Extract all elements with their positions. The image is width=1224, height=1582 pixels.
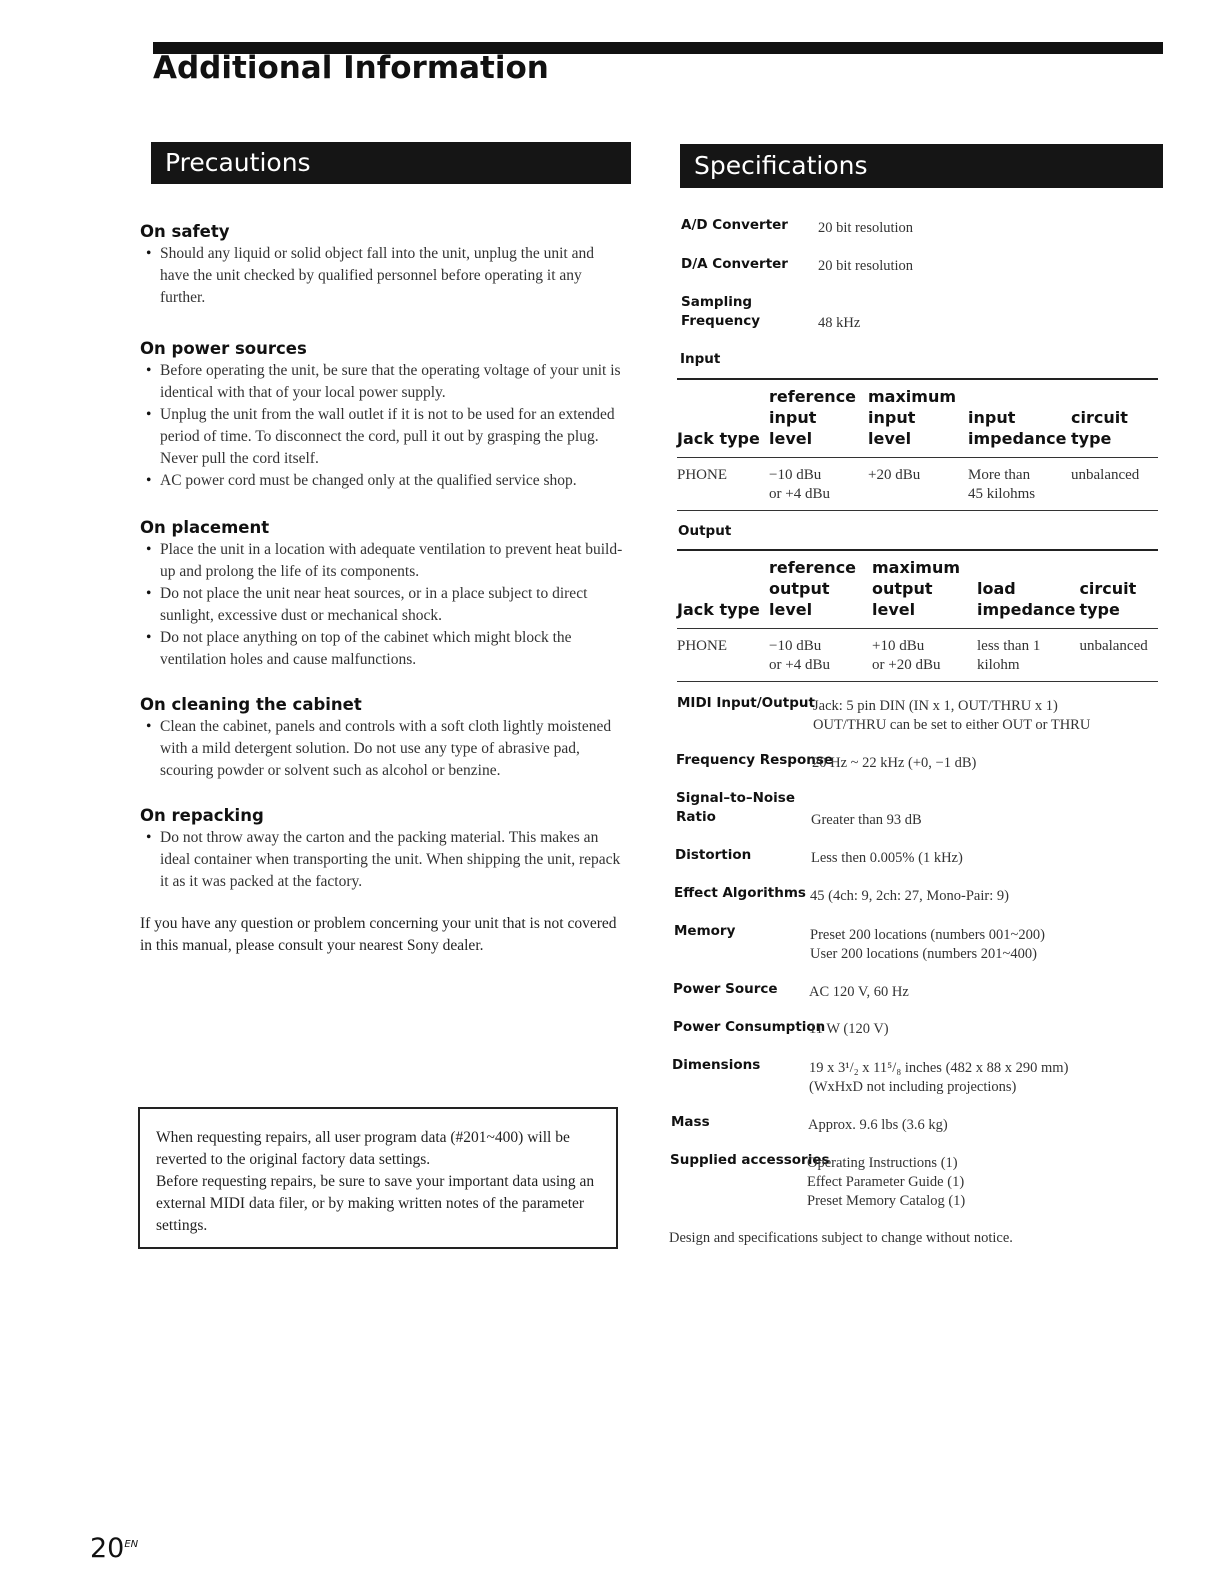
section-placement [140, 518, 625, 671]
table-row [677, 629, 1158, 682]
label-line: Ratio [676, 809, 716, 825]
value-line: User 200 locations (numbers 201~400) [810, 946, 1037, 962]
header-jack-type: Jack type [677, 550, 769, 629]
table-header-row [677, 379, 1158, 458]
value-line: Operating Instructions (1) [807, 1155, 958, 1171]
closing-paragraph: If you have any question or problem concerning your unit that is not covered in this manual, please consult your nearest Sony dealer. [140, 915, 617, 954]
cell: unbalanced [1079, 629, 1158, 682]
precautions-column [140, 222, 625, 957]
table-header-row [677, 550, 1158, 629]
snr-value: Greater than 93 dB [811, 812, 922, 828]
precautions-heading: Precautions [151, 142, 631, 184]
frequency-response-value: 20 Hz ~ 22 kHz (+0, −1 dB) [812, 755, 977, 771]
memory-value [810, 926, 1045, 964]
list-item: • Do not place anything on top of the cabinet which might block the ventilation holes and cause malfunctions. [160, 627, 625, 671]
value-line: (WxHxD not including projections) [809, 1079, 1017, 1095]
label-line: Frequency [681, 313, 761, 329]
dimensions-value [809, 1059, 1068, 1097]
header-maximum: maximum output level [872, 550, 977, 629]
section-power-sources [140, 339, 625, 492]
cell: less than 1 kilohm [977, 629, 1079, 682]
cell: PHONE [677, 629, 769, 682]
output-label: Output [678, 523, 732, 539]
cell: More than 45 kilohms [968, 458, 1071, 511]
header-circuit-type: circuit type [1071, 379, 1158, 458]
list-item: • Unplug the unit from the wall outlet if it is not to be used for an extended period of time. To disconnect the cord, pull it out by grasping the plug. Never pull the cord itself. [160, 404, 625, 470]
algorithms-value: 45 (4ch: 9, 2ch: 27, Mono-Pair: 9) [810, 888, 1009, 904]
distortion-label: Distortion [675, 847, 752, 863]
section-title: On placement [140, 518, 270, 537]
accessories-value [807, 1154, 965, 1211]
frequency-response-label: Frequency Response [676, 752, 834, 768]
section-title: On repacking [140, 806, 264, 825]
memory-label: Memory [674, 923, 736, 939]
header-circuit-type: circuit type [1079, 550, 1158, 629]
value-line: Jack: 5 pin DIN (IN x 1, OUT/THRU x 1) [813, 698, 1058, 714]
ad-converter-value: 20 bit resolution [818, 220, 914, 236]
header-reference: reference input level [769, 379, 868, 458]
list-item: • Clean the cabinet, panels and controls with a soft cloth lightly moistened with a mild detergent solution. Do not use any type of abrasive pad, scouring powder or solvent such as alcohol or benzine. [160, 716, 625, 782]
notice-line: When requesting repairs, all user program data (#201~400) will be reverted to the original factory data settings. [156, 1129, 570, 1168]
header-impedance: input impedance [968, 379, 1071, 458]
repair-notice-box [138, 1107, 618, 1249]
cell: PHONE [677, 458, 769, 511]
power-source-value: AC 120 V, 60 Hz [809, 984, 909, 1000]
da-converter-label: D/A Converter [681, 256, 788, 272]
header-impedance: load impedance [977, 550, 1079, 629]
label-line: Signal–to–Noise [676, 790, 795, 806]
dimensions-label: Dimensions [672, 1057, 761, 1073]
input-label: Input [680, 351, 721, 367]
list-item: • Before operating the unit, be sure that the operating voltage of your unit is identical with that of your local power supply. [160, 360, 625, 404]
header-maximum: maximum input level [868, 379, 968, 458]
mass-value: Approx. 9.6 lbs (3.6 kg) [808, 1117, 948, 1133]
value-line: Preset 200 locations (numbers 001~200) [810, 927, 1045, 943]
sampling-value: 48 kHz [818, 315, 861, 331]
cell: −10 dBu or +4 dBu [769, 629, 872, 682]
notice-line: Before requesting repairs, be sure to save your important data using an external MIDI data filer, or by making written notes of the parameter settings. [156, 1173, 595, 1234]
header-reference: reference output level [769, 550, 872, 629]
section-title: On cleaning the cabinet [140, 695, 362, 714]
list-item: • Do not throw away the carton and the packing material. This makes an ideal container when transporting the unit. When shipping the unit, repack it as it was packed at the factory. [160, 827, 625, 893]
algorithms-label: Effect Algorithms [674, 885, 806, 901]
section-safety [140, 222, 625, 309]
midi-label: MIDI Input/Output [677, 695, 815, 711]
midi-value [813, 697, 1090, 735]
section-repacking [140, 806, 625, 893]
label-line: Sampling [681, 294, 753, 310]
section-cleaning [140, 695, 625, 782]
input-table [677, 378, 1158, 511]
list-item: • Should any liquid or solid object fall into the unit, unplug the unit and have the unit checked by qualified personnel before operating it any further. [160, 243, 625, 309]
page-number [90, 1533, 138, 1564]
value-line: 19 x 3¹/₂ x 11⁵/₈ inches (482 x 88 x 290 mm) [809, 1060, 1069, 1076]
mass-label: Mass [671, 1114, 710, 1130]
sampling-label [681, 293, 760, 331]
value-line: Preset Memory Catalog (1) [807, 1193, 966, 1209]
section-title: On safety [140, 222, 230, 241]
cell: +20 dBu [868, 458, 968, 511]
value-line: OUT/THRU can be set to either OUT or THRU [813, 717, 1091, 733]
power-consumption-value: 11 W (120 V) [809, 1021, 889, 1037]
list-item: • AC power cord must be changed only at the qualified service shop. [160, 470, 625, 492]
table-row [677, 458, 1158, 511]
output-table [677, 549, 1158, 682]
specifications-heading: Specifications [680, 144, 1163, 188]
ad-converter-label: A/D Converter [681, 217, 788, 233]
snr-label [676, 789, 795, 827]
list-item: • Place the unit in a location with adequate ventilation to prevent heat build-up and prolong the life of its components. [160, 539, 625, 583]
page-number-text: 20 [90, 1533, 125, 1564]
da-converter-value: 20 bit resolution [818, 258, 914, 274]
list-item: • Do not place the unit near heat sources, or in a place subject to direct sunlight, excessive dust or mechanical shock. [160, 583, 625, 627]
distortion-value: Less then 0.005% (1 kHz) [811, 850, 963, 866]
page-suffix: EN [124, 1539, 139, 1550]
accessories-label: Supplied accessories [670, 1152, 830, 1168]
cell: +10 dBu or +20 dBu [872, 629, 977, 682]
page-title: Additional Information [153, 50, 549, 86]
design-note: Design and specifications subject to change without notice. [669, 1230, 1013, 1246]
section-title: On power sources [140, 339, 307, 358]
header-jack-type: Jack type [677, 379, 769, 458]
cell: −10 dBu or +4 dBu [769, 458, 868, 511]
power-source-label: Power Source [673, 981, 778, 997]
power-consumption-label: Power Consumption [673, 1019, 826, 1035]
cell: unbalanced [1071, 458, 1158, 511]
value-line: Effect Parameter Guide (1) [807, 1174, 965, 1190]
